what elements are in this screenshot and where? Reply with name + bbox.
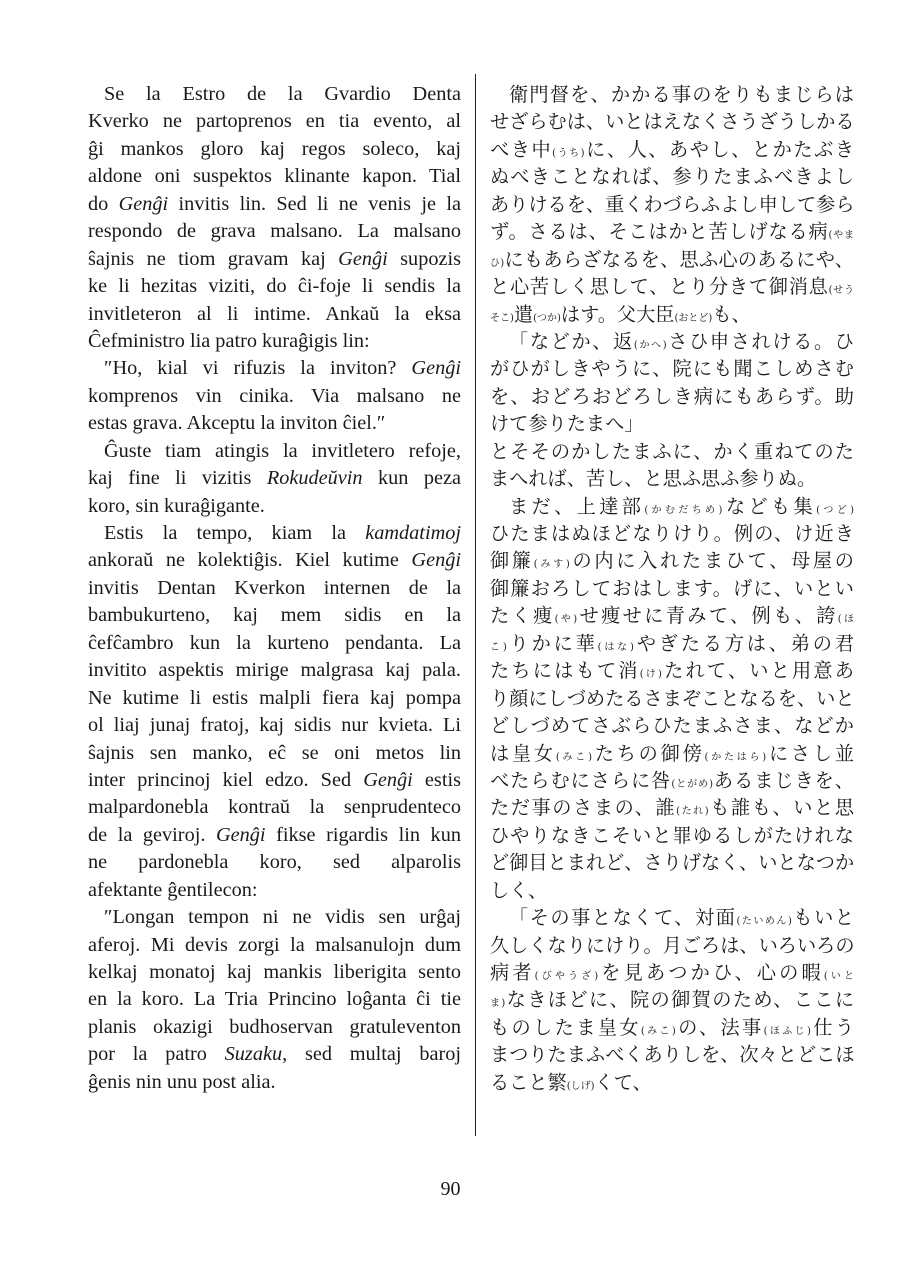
- esperanto-text-column: [88, 81, 461, 1096]
- text-segment: 久しくなりにけり。月ごろは、いろいろの: [490, 933, 855, 957]
- text-segment: 病者: [490, 961, 535, 984]
- text-line: [88, 575, 461, 602]
- text-segment: どしづめてさぶらひたまふさま、などか: [490, 714, 854, 738]
- paragraph: [88, 81, 461, 355]
- text-segment: の内に入れたまひて、母屋の: [569, 549, 854, 573]
- italic-term: Genĝi: [338, 247, 388, 270]
- text-segment: ne pardonebla koro, sed alparolis: [88, 851, 461, 874]
- text-segment: ただ事のさまの、誰: [490, 796, 677, 820]
- text-line: [490, 1041, 854, 1068]
- text-segment: de la geviroj.: [88, 823, 216, 846]
- text-segment: くて、: [594, 1070, 652, 1094]
- text-line: [490, 108, 854, 135]
- text-segment: komprenos vin cinika. Via malsano ne: [88, 384, 461, 407]
- text-segment: たれて、いと用意あ: [661, 659, 854, 683]
- text-segment: ankoraŭ ne kolektiĝis. Kiel kutime: [88, 549, 412, 572]
- furigana-reading: (うち): [552, 147, 585, 159]
- paragraph: [88, 520, 461, 904]
- text-segment: ど御目とまれど、さりげなく、いとなつか: [490, 851, 855, 875]
- text-line: [88, 108, 461, 135]
- text-line: [88, 438, 461, 465]
- text-line: [490, 657, 854, 684]
- paragraph: [88, 355, 461, 437]
- furigana-reading: (かむだちめ): [644, 504, 723, 516]
- text-segment: kelkaj monatoj kaj mankis liberigita sento: [88, 961, 461, 983]
- page-number: 90: [440, 1178, 461, 1200]
- text-segment: べたらむにさらに咎: [490, 768, 672, 792]
- text-line: [490, 191, 854, 218]
- furigana-reading: こ): [490, 641, 507, 653]
- furigana-reading: (みこ): [640, 1025, 676, 1037]
- text-line: [88, 383, 461, 410]
- text-segment: まへれば、苦し、と思ふ思ふ参りぬ。: [490, 467, 817, 491]
- text-line: [88, 877, 461, 904]
- text-line: [88, 657, 461, 684]
- text-segment: とそそのかしたまふに、かく重ねてのた: [490, 439, 854, 463]
- text-segment: ぬべきことなれば、参りたまふべきよし: [490, 165, 854, 189]
- text-line: [88, 685, 461, 712]
- furigana-reading: (せう: [828, 285, 854, 297]
- text-segment: りかに華: [506, 631, 598, 655]
- text-segment: en la koro. La Tria Princino loĝanta ĉi tie: [88, 988, 461, 1011]
- text-segment: Ĉefministro lia patro kuraĝigis lin:: [88, 329, 370, 352]
- text-segment: ありけるを、重くわづらふよし申して参ら: [490, 192, 855, 216]
- text-segment: しく、: [490, 878, 548, 902]
- text-line: [490, 986, 854, 1013]
- text-segment: けて参りたまへ」: [490, 412, 644, 436]
- paragraph: [490, 493, 854, 905]
- text-segment: ŝajnis sen manko, eĉ se oni metos lin: [88, 741, 461, 764]
- furigana-reading: (おとど): [674, 312, 713, 324]
- italic-term: Rokudeŭvin: [266, 467, 363, 490]
- text-line: [88, 191, 461, 218]
- text-line: [88, 712, 461, 739]
- text-line: [88, 1041, 461, 1068]
- text-segment: estis: [412, 768, 461, 791]
- text-segment: もいと: [791, 906, 854, 930]
- paragraph: [490, 904, 854, 1096]
- text-line: [490, 493, 854, 520]
- furigana-reading: (つど): [816, 504, 854, 516]
- text-line: [490, 246, 854, 273]
- text-segment: invitis lin. Sed li ne venis je la: [168, 192, 461, 215]
- text-line: [88, 328, 461, 355]
- text-line: [88, 81, 461, 108]
- text-line: [490, 1069, 854, 1096]
- text-segment: を、おどろおどろしき病にもあらず。助: [490, 384, 854, 408]
- text-line: [88, 355, 461, 382]
- paragraph: [490, 81, 854, 328]
- text-line: [88, 218, 461, 245]
- text-segment: 遣: [513, 302, 534, 326]
- text-line: [88, 1069, 461, 1096]
- furigana-reading: (ほふじ): [763, 1025, 811, 1037]
- furigana-reading: (やま: [828, 230, 854, 242]
- text-line: [88, 163, 461, 190]
- text-segment: koro, sin kuraĝigante.: [88, 494, 265, 517]
- text-segment: なきほどに、院の御賀のため、ここに: [505, 988, 855, 1012]
- text-line: [490, 465, 854, 492]
- text-segment: ol liaj junaj fratoj, kaj sidis nur kvieta. Li: [88, 714, 461, 737]
- text-segment: がひがしきやうに、院にも聞こしめさむ: [490, 357, 854, 381]
- text-segment: ĉefĉambro kun la kurteno pendanta. La: [88, 631, 461, 654]
- text-segment: も誰も、いと思: [708, 796, 855, 820]
- text-line: [490, 849, 854, 876]
- text-segment: 「などか、返: [509, 329, 634, 353]
- italic-term: Suzaku: [224, 1043, 283, 1066]
- text-segment: aferoj. Mi devis zorgi la malsanulojn dum: [88, 933, 461, 956]
- paragraph: [490, 328, 854, 438]
- text-segment: invitis Dentan Kverkon internen de la: [88, 576, 461, 599]
- text-line: [88, 630, 461, 657]
- text-segment: さひ申されける。ひ: [666, 329, 854, 353]
- furigana-reading: (みす): [533, 559, 570, 571]
- text-segment: たく痩: [490, 604, 555, 628]
- text-line: [88, 465, 461, 492]
- text-line: [490, 877, 854, 904]
- text-line: [490, 438, 854, 465]
- text-segment: 衛門督を、かかる事のをりもまじらは: [509, 83, 854, 106]
- text-segment: planis okazigi budhoservan gratuleventon: [88, 1015, 461, 1038]
- text-segment: 「その事となくて、対面: [509, 906, 737, 930]
- text-segment: はす。父大臣: [560, 302, 675, 326]
- text-line: [88, 136, 461, 163]
- text-segment: にさし並: [766, 741, 855, 765]
- text-segment: も、: [712, 302, 751, 326]
- text-segment: せざらむは、いとはえなくさうざうしかる: [490, 110, 855, 134]
- text-line: [88, 849, 461, 876]
- text-segment: Se la Estro de la Gvardio Denta: [104, 83, 461, 105]
- furigana-reading: ひ): [490, 257, 505, 269]
- text-segment: を見あつかひ、心の暇: [598, 961, 824, 984]
- text-segment: inter princinoj kiel edzo. Sed: [88, 768, 364, 791]
- text-segment: 御簾おろしておはします。げに、いとい: [490, 576, 854, 600]
- text-line: [490, 767, 854, 794]
- text-line: [490, 712, 854, 739]
- italic-term: Genĝi: [411, 549, 461, 572]
- italic-term: Genĝi: [118, 192, 169, 215]
- text-segment: 御簾: [490, 549, 534, 573]
- text-segment: ること繁: [490, 1070, 567, 1094]
- text-line: [490, 904, 854, 931]
- paragraph: [88, 438, 461, 520]
- text-segment: fikse rigardis lin kun: [265, 823, 461, 846]
- italic-term: Genĝi: [215, 823, 266, 846]
- text-line: [490, 932, 854, 959]
- text-line: [88, 493, 461, 520]
- italic-term: kamdatimoj: [365, 522, 461, 544]
- text-segment: ひたまはぬほどなりけり。例の、け近き: [490, 522, 854, 545]
- text-segment: 仕う: [810, 1015, 855, 1039]
- text-line: [490, 1014, 854, 1041]
- text-segment: respondo de grava malsano. La malsano: [88, 220, 461, 243]
- furigana-reading: (つか): [533, 312, 561, 324]
- text-line: [88, 932, 461, 959]
- furigana-reading: (びやうざ): [534, 971, 599, 982]
- text-segment: ĝenis nin unu post alia.: [88, 1070, 276, 1093]
- furigana-reading: (たれ): [676, 806, 709, 818]
- text-line: [88, 904, 461, 931]
- text-segment: por la patro: [88, 1043, 225, 1066]
- text-line: [490, 547, 854, 574]
- text-segment: malpardonebla kontraŭ la senprudenteco: [88, 796, 461, 819]
- text-segment: invitito aspektis mirige malgrasa kaj pala.: [88, 659, 461, 682]
- furigana-reading: (みこ): [555, 751, 592, 763]
- text-segment: にもあらざなるを、思ふ心のあるにや、: [504, 247, 854, 271]
- furigana-reading: (かたはら): [704, 751, 767, 763]
- text-line: [490, 301, 854, 328]
- text-line: [490, 136, 854, 163]
- text-segment: は皇女: [490, 741, 556, 765]
- text-line: [490, 81, 854, 108]
- text-segment: Kverko ne partoprenos en tia evento, al: [88, 110, 461, 133]
- text-segment: ものしたま皇女: [490, 1015, 641, 1039]
- text-segment: せ痩せに青みて、例も、誇: [577, 604, 838, 628]
- text-line: [88, 986, 461, 1013]
- text-segment: と心苦しく思して、とり分きて御消息: [490, 275, 829, 299]
- text-line: [88, 520, 461, 547]
- text-line: [490, 163, 854, 190]
- text-segment: ŝajnis ne tiom gravam kaj: [88, 247, 339, 270]
- japanese-text-column: [490, 81, 854, 1096]
- text-segment: do: [88, 192, 119, 215]
- paragraph: [88, 904, 461, 1096]
- furigana-reading: (はな): [597, 641, 634, 653]
- text-segment: ″Ho, kial vi rifuzis la inviton?: [104, 357, 412, 380]
- text-segment: estas grava. Akceptu la inviton ĉiel.″: [88, 412, 386, 435]
- column-divider: [475, 74, 476, 1136]
- text-line: [88, 273, 461, 300]
- text-segment: まつりたまふべくありしを、次々とどこほ: [490, 1043, 855, 1067]
- text-line: [88, 822, 461, 849]
- italic-term: Genĝi: [411, 357, 461, 380]
- text-line: [490, 575, 854, 602]
- text-line: [490, 822, 854, 849]
- text-line: [490, 685, 854, 712]
- text-line: [88, 959, 461, 986]
- text-segment: り顔にしづめたるさまぞことなるを、いと: [490, 686, 855, 710]
- text-line: [490, 794, 854, 821]
- text-segment: Ne kutime li estis malpli fiera kaj pompa: [88, 686, 461, 709]
- text-line: [490, 959, 854, 986]
- text-segment: べき中: [490, 137, 553, 161]
- text-line: [490, 218, 854, 245]
- text-segment: afektante ĝentilecon:: [88, 878, 258, 901]
- text-segment: あるまじきを、: [712, 768, 854, 792]
- text-line: [88, 1014, 461, 1041]
- text-line: [88, 767, 461, 794]
- text-segment: ĝi mankos gloro kaj regos soleco, kaj: [88, 137, 461, 160]
- text-segment: たちにはもて消: [490, 659, 640, 683]
- text-segment: ず。さるは、そこはかと苦しげなる病: [490, 220, 829, 244]
- furigana-reading: (とがめ): [671, 778, 713, 790]
- text-line: [88, 547, 461, 574]
- text-segment: kun peza: [362, 467, 461, 490]
- text-segment: bambukurteno, kaj mem sidis en la: [88, 604, 461, 627]
- text-line: [490, 273, 854, 300]
- text-segment: やぎたる方は、弟の君: [633, 631, 855, 655]
- furigana-reading: (しげ): [566, 1080, 595, 1092]
- italic-term: Genĝi: [363, 768, 413, 791]
- furigana-reading: (たいめん): [736, 916, 792, 928]
- text-segment: aldone oni suspektos klinante kapon. Tial: [88, 165, 461, 188]
- text-line: [490, 602, 854, 629]
- text-segment: , sed multaj baroj: [282, 1043, 461, 1066]
- text-segment: に、人、あやし、とかたぶき: [584, 137, 855, 161]
- text-line: [490, 630, 854, 657]
- text-line: [490, 355, 854, 382]
- text-line: [88, 794, 461, 821]
- text-segment: Estis la tempo, kiam la: [104, 522, 366, 544]
- furigana-reading: (いと: [823, 971, 855, 982]
- furigana-reading: (かへ): [633, 339, 667, 351]
- text-line: [88, 602, 461, 629]
- text-segment: ひやりなきこそいと罪ゆるしがたけれな: [490, 823, 854, 847]
- text-segment: Ĝuste tiam atingis la invitletero refoje,: [104, 439, 461, 462]
- text-segment: ″Longan tempon ni ne vidis sen urĝaj: [104, 906, 461, 929]
- text-line: [490, 410, 854, 437]
- furigana-reading: (ほ: [837, 614, 855, 626]
- text-line: [88, 410, 461, 437]
- furigana-reading: ま): [490, 998, 506, 1010]
- text-line: [490, 328, 854, 355]
- furigana-reading: そこ): [490, 312, 514, 324]
- text-segment: supozis: [387, 247, 462, 270]
- text-line: [88, 740, 461, 767]
- text-segment: たちの御傍: [591, 741, 705, 765]
- text-segment: まだ、上達部: [509, 494, 645, 518]
- text-line: [88, 246, 461, 273]
- furigana-reading: (や): [554, 614, 578, 626]
- text-segment: kaj fine li vizitis: [88, 467, 267, 490]
- text-segment: なども集: [722, 494, 817, 518]
- paragraph: [490, 438, 854, 493]
- furigana-reading: (け): [639, 669, 662, 681]
- text-line: [490, 383, 854, 410]
- text-segment: の、法事: [675, 1015, 764, 1039]
- text-segment: invitleteron al li intime. Ankaŭ la eksa: [88, 302, 461, 325]
- text-segment: ke li hezitas viziti, do ĉi-foje li sendis la: [88, 275, 461, 298]
- text-line: [490, 520, 854, 547]
- text-line: [490, 740, 854, 767]
- text-line: [88, 301, 461, 328]
